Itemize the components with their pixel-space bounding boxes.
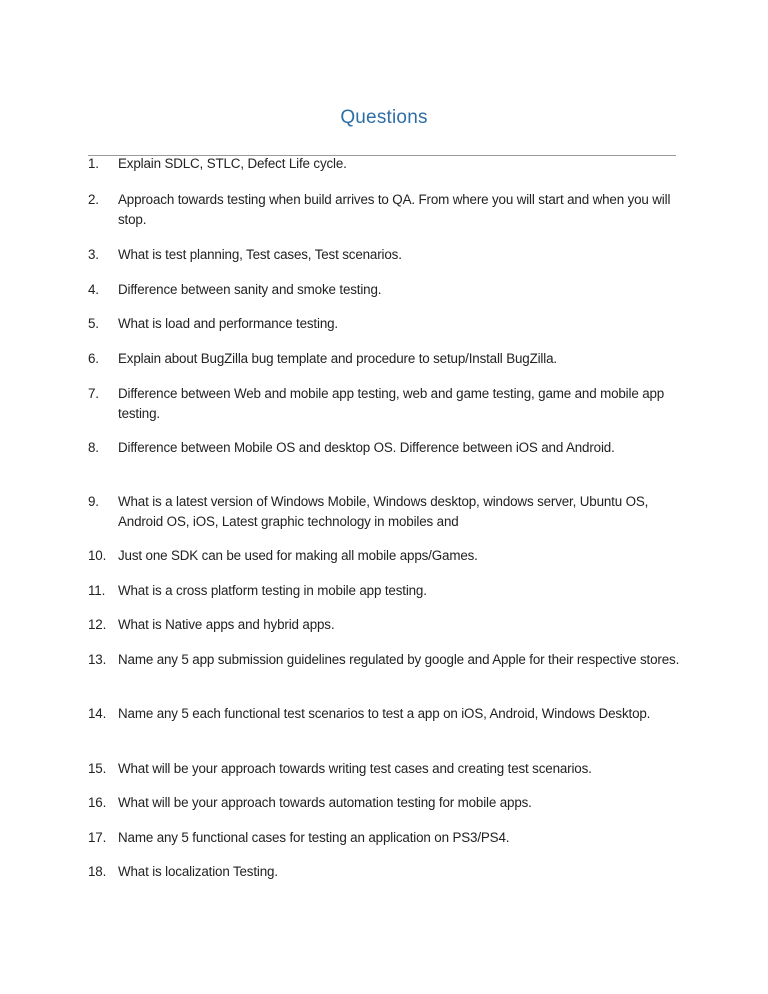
list-item-number: 11. — [88, 583, 106, 598]
list-item — [88, 280, 688, 300]
list-item-text: Name any 5 functional cases for testing an application on PS3/PS4. — [118, 830, 510, 845]
list-item-text: Difference between Mobile OS and desktop OS. Difference between iOS and Android. — [118, 440, 615, 455]
list-item-number: 10. — [88, 548, 107, 563]
list-item-text: What will be your approach towards writing test cases and creating test scenarios. — [118, 761, 592, 776]
list-item-number: 13. — [88, 652, 107, 667]
list-item-number: 4. — [88, 282, 99, 297]
list-item — [88, 190, 688, 229]
list-item-text: What is test planning, Test cases, Test scenarios. — [118, 247, 402, 262]
list-item — [88, 245, 688, 265]
list-item-number: 15. — [88, 761, 107, 776]
list-item-text: What is a cross platform testing in mobile app testing. — [118, 583, 427, 598]
list-item-text: What is load and performance testing. — [118, 316, 338, 331]
list-item-text: Name any 5 app submission guidelines regulated by google and Apple for their respective stores. — [118, 652, 680, 667]
list-item — [88, 492, 688, 531]
list-item — [88, 862, 688, 882]
list-item-text: Approach towards testing when build arrives to QA. From where you will start and when you will stop. — [118, 192, 671, 227]
list-item-text: What is Native apps and hybrid apps. — [118, 617, 335, 632]
list-item — [88, 314, 688, 334]
list-item-text: Name any 5 each functional test scenarios to test a app on iOS, Android, Windows Desktop. — [118, 706, 651, 721]
list-item-number: 6. — [88, 351, 99, 366]
list-item — [88, 581, 688, 601]
page-title: Questions — [340, 107, 428, 128]
list-item-number: 17. — [88, 830, 107, 845]
list-item-text: Difference between sanity and smoke testing. — [118, 282, 382, 297]
list-item — [88, 438, 688, 458]
list-item — [88, 384, 688, 423]
list-item-text: Explain SDLC, STLC, Defect Life cycle. — [118, 156, 347, 171]
list-item-number: 12. — [88, 617, 107, 632]
list-item-number: 7. — [88, 386, 99, 401]
list-item-number: 18. — [88, 864, 107, 879]
list-item — [88, 650, 688, 670]
list-item-number: 9. — [88, 494, 99, 509]
list-item-number: 5. — [88, 316, 99, 331]
list-item — [88, 793, 688, 813]
list-item-text: What is localization Testing. — [118, 864, 278, 879]
list-item-number: 8. — [88, 440, 99, 455]
list-item-text: Explain about BugZilla bug template and procedure to setup/Install BugZilla. — [118, 351, 557, 366]
list-item — [88, 154, 688, 174]
list-item — [88, 615, 688, 635]
list-item — [88, 828, 688, 848]
list-item — [88, 546, 688, 566]
list-item — [88, 759, 688, 779]
list-item-number: 14. — [88, 706, 107, 721]
list-item-number: 3. — [88, 247, 99, 262]
list-item-number: 16. — [88, 795, 107, 810]
list-item-text: What is a latest version of Windows Mobile, Windows desktop, windows server, Ubuntu OS, Android OS, iOS, Latest graphic technology in mobiles and — [118, 494, 649, 529]
list-item — [88, 704, 688, 724]
list-item — [88, 349, 688, 369]
list-item-text: Just one SDK can be used for making all mobile apps/Games. — [118, 548, 478, 563]
list-item-number: 1. — [88, 156, 99, 171]
list-item-text: What will be your approach towards automation testing for mobile apps. — [118, 795, 532, 810]
list-item-text: Difference between Web and mobile app testing, web and game testing, game and mobile app testing. — [118, 386, 665, 421]
list-item-number: 2. — [88, 192, 99, 207]
